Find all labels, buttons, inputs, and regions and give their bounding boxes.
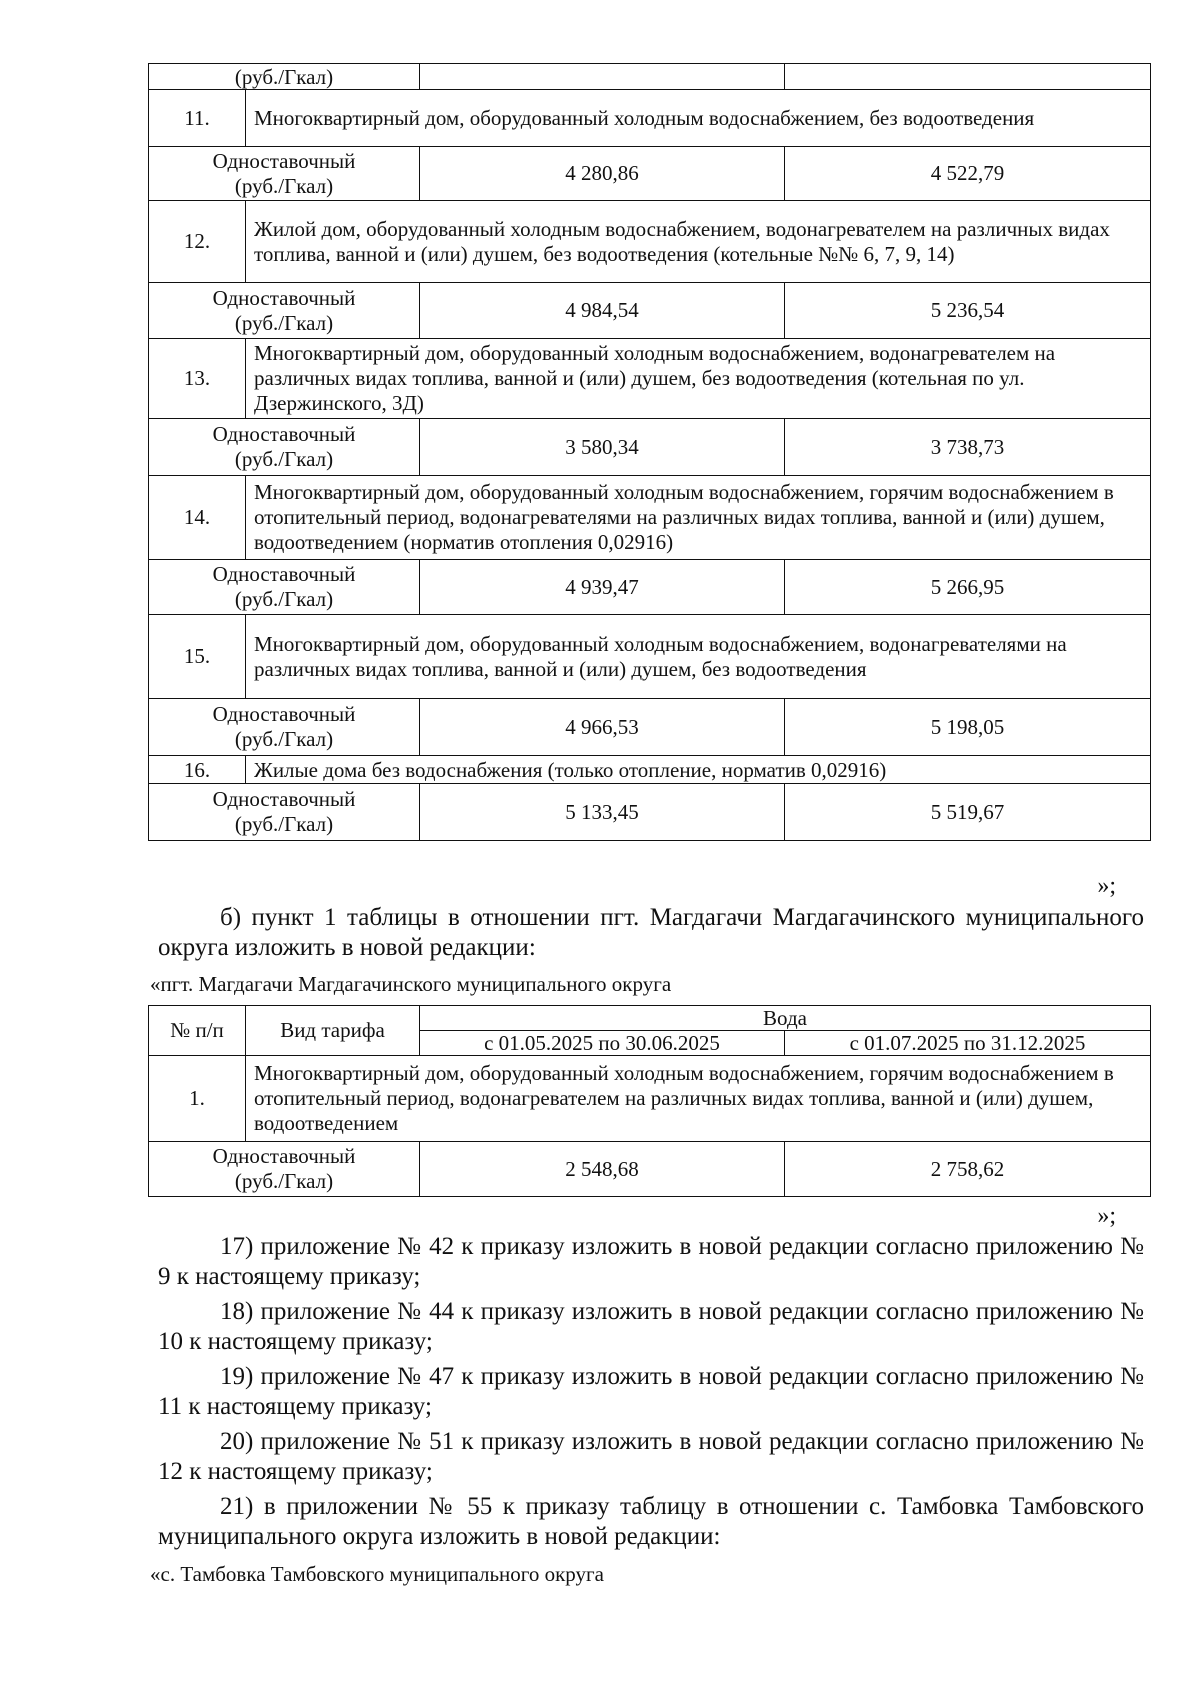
value-period-2: 2 758,62 (785, 1142, 1151, 1197)
item-text: 17) приложение № 42 к приказу изложить в новой редакции согласно приложению № 9 к настоящему приказу; (158, 1233, 1144, 1290)
tariff-unit-label: (руб./Гкал) (234, 173, 334, 198)
item-17 (158, 1232, 1144, 1292)
paragraph-b (158, 903, 1144, 963)
tariff-type-cell (149, 560, 420, 615)
row-description: Многоквартирный дом, оборудованный холодным водоснабжением, горячим водоснабжением в отопительный период, водонагревателями на различных видах топлива, ванной и (или) душем, водоотведением (норматив отопления 0,02916) (246, 476, 1151, 560)
tariff-type-cell (149, 419, 420, 476)
table-row (149, 1056, 1151, 1142)
tariff-type-cell (149, 147, 420, 201)
row-number: 15. (149, 615, 246, 699)
row-description: Жилой дом, оборудованный холодным водоснабжением, водонагревателем на различных видах топлива, ванной и (или) душем, без водоотведения (котельные №№ 6, 7, 9, 14) (246, 201, 1151, 283)
item-text: 20) приложение № 51 к приказу изложить в новой редакции согласно приложению № 12 к настоящему приказу; (158, 1428, 1144, 1485)
table-row (149, 756, 1151, 784)
table-header-row (149, 1006, 1151, 1031)
row-number: 16. (149, 756, 246, 784)
tariff-type-label: Одноставочный (212, 422, 356, 446)
row-number: 1. (149, 1056, 246, 1142)
tariff-type-label: Одноставочный (212, 562, 356, 586)
table-row (149, 90, 1151, 147)
tariff-unit-label: (руб./Гкал) (234, 1169, 334, 1193)
tariff-type-cell (149, 283, 420, 339)
row-number: 12. (149, 201, 246, 283)
value-period-2: 3 738,73 (785, 419, 1151, 476)
table-intro: «пгт. Магдагачи Магдагачинского муниципального округа (150, 972, 672, 996)
value-period-1: 4 966,53 (420, 699, 785, 756)
header-water: Вода (420, 1006, 1151, 1031)
magdagachi-tariff-table (148, 1005, 1151, 1197)
table-row (149, 784, 1151, 841)
header-number: № п/п (149, 1006, 246, 1056)
value-period-1: 2 548,68 (420, 1142, 785, 1197)
row-number: 11. (149, 90, 246, 147)
tariff-unit-cell: (руб./Гкал) (149, 64, 420, 90)
table-row (149, 1142, 1151, 1197)
value-period-2: 5 266,95 (785, 560, 1151, 615)
paragraph-text: б) пункт 1 таблицы в отношении пгт. Магдагачи Магдагачинского муниципального округа изложить в новой редакции: (158, 904, 1144, 961)
table-row (149, 476, 1151, 560)
table-row (149, 419, 1151, 476)
item-21 (158, 1492, 1144, 1552)
tariff-table-continuation (148, 63, 1151, 841)
value-period-2: 5 519,67 (785, 784, 1151, 841)
closing-quote: »; (1097, 873, 1116, 899)
tariff-type-label: Одноставочный (212, 148, 356, 173)
tariff-type-cell (149, 1142, 420, 1197)
table-row (149, 699, 1151, 756)
table-intro: «с. Тамбовка Тамбовского муниципального округа (150, 1562, 604, 1586)
table-row (149, 201, 1151, 283)
row-description: Многоквартирный дом, оборудованный холодным водоснабжением, водонагревателем на различных видах топлива, ванной и (или) душем, без водоотведения (котельная по ул. Дзержинского, 3Д) (246, 339, 1151, 419)
value-period-2: 5 198,05 (785, 699, 1151, 756)
item-text: 19) приложение № 47 к приказу изложить в новой редакции согласно приложению № 11 к настоящему приказу; (158, 1363, 1144, 1420)
row-description: Многоквартирный дом, оборудованный холодным водоснабжением, горячим водоснабжением в отопительный период, водонагревателем на различных видах топлива, ванной и (или) душем, водоотведением (246, 1056, 1151, 1142)
item-20 (158, 1427, 1144, 1487)
tariff-type-label: Одноставочный (212, 787, 356, 811)
value-period-2: 4 522,79 (785, 147, 1151, 201)
item-text: 21) в приложении № 55 к приказу таблицу в отношении с. Тамбовка Тамбовского муниципального округа изложить в новой редакции: (158, 1493, 1144, 1550)
row-description: Жилые дома без водоснабжения (только отопление, норматив 0,02916) (246, 756, 1151, 784)
item-text: 18) приложение № 44 к приказу изложить в новой редакции согласно приложению № 10 к настоящему приказу; (158, 1298, 1144, 1355)
row-description: Многоквартирный дом, оборудованный холодным водоснабжением, без водоотведения (246, 90, 1151, 147)
value-period-1: 4 939,47 (420, 560, 785, 615)
tariff-type-label: Одноставочный (212, 702, 356, 726)
table-row (149, 283, 1151, 339)
row-number: 14. (149, 476, 246, 560)
value-period-1: 5 133,45 (420, 784, 785, 841)
value-period-1: 4 280,86 (420, 147, 785, 201)
header-period-2: с 01.07.2025 по 31.12.2025 (785, 1031, 1151, 1056)
header-tariff-type: Вид тарифа (246, 1006, 420, 1056)
tariff-type-label: Одноставочный (212, 1144, 356, 1168)
row-description: Многоквартирный дом, оборудованный холодным водоснабжением, водонагревателями на различных видах топлива, ванной и (или) душем, без водоотведения (246, 615, 1151, 699)
tariff-unit-label: (руб./Гкал) (234, 812, 334, 836)
tariff-unit-label: (руб./Гкал) (234, 447, 334, 471)
table-row (149, 615, 1151, 699)
tariff-type-cell (149, 699, 420, 756)
value-period-2: 5 236,54 (785, 283, 1151, 339)
table-row (149, 64, 1151, 90)
value-period-1: 4 984,54 (420, 283, 785, 339)
item-19 (158, 1362, 1144, 1422)
tariff-unit-label: (руб./Гкал) (234, 310, 334, 335)
tariff-unit-label: (руб./Гкал) (234, 587, 334, 611)
closing-quote: »; (1097, 1203, 1116, 1229)
empty-cell (785, 64, 1151, 90)
table-row (149, 147, 1151, 201)
row-number: 13. (149, 339, 246, 419)
table-row (149, 560, 1151, 615)
value-period-1: 3 580,34 (420, 419, 785, 476)
item-18 (158, 1297, 1144, 1357)
tariff-unit-label: (руб./Гкал) (234, 727, 334, 751)
empty-cell (420, 64, 785, 90)
tariff-type-label: Одноставочный (212, 285, 356, 310)
table-row (149, 339, 1151, 419)
header-period-1: с 01.05.2025 по 30.06.2025 (420, 1031, 785, 1056)
tariff-type-cell (149, 784, 420, 841)
